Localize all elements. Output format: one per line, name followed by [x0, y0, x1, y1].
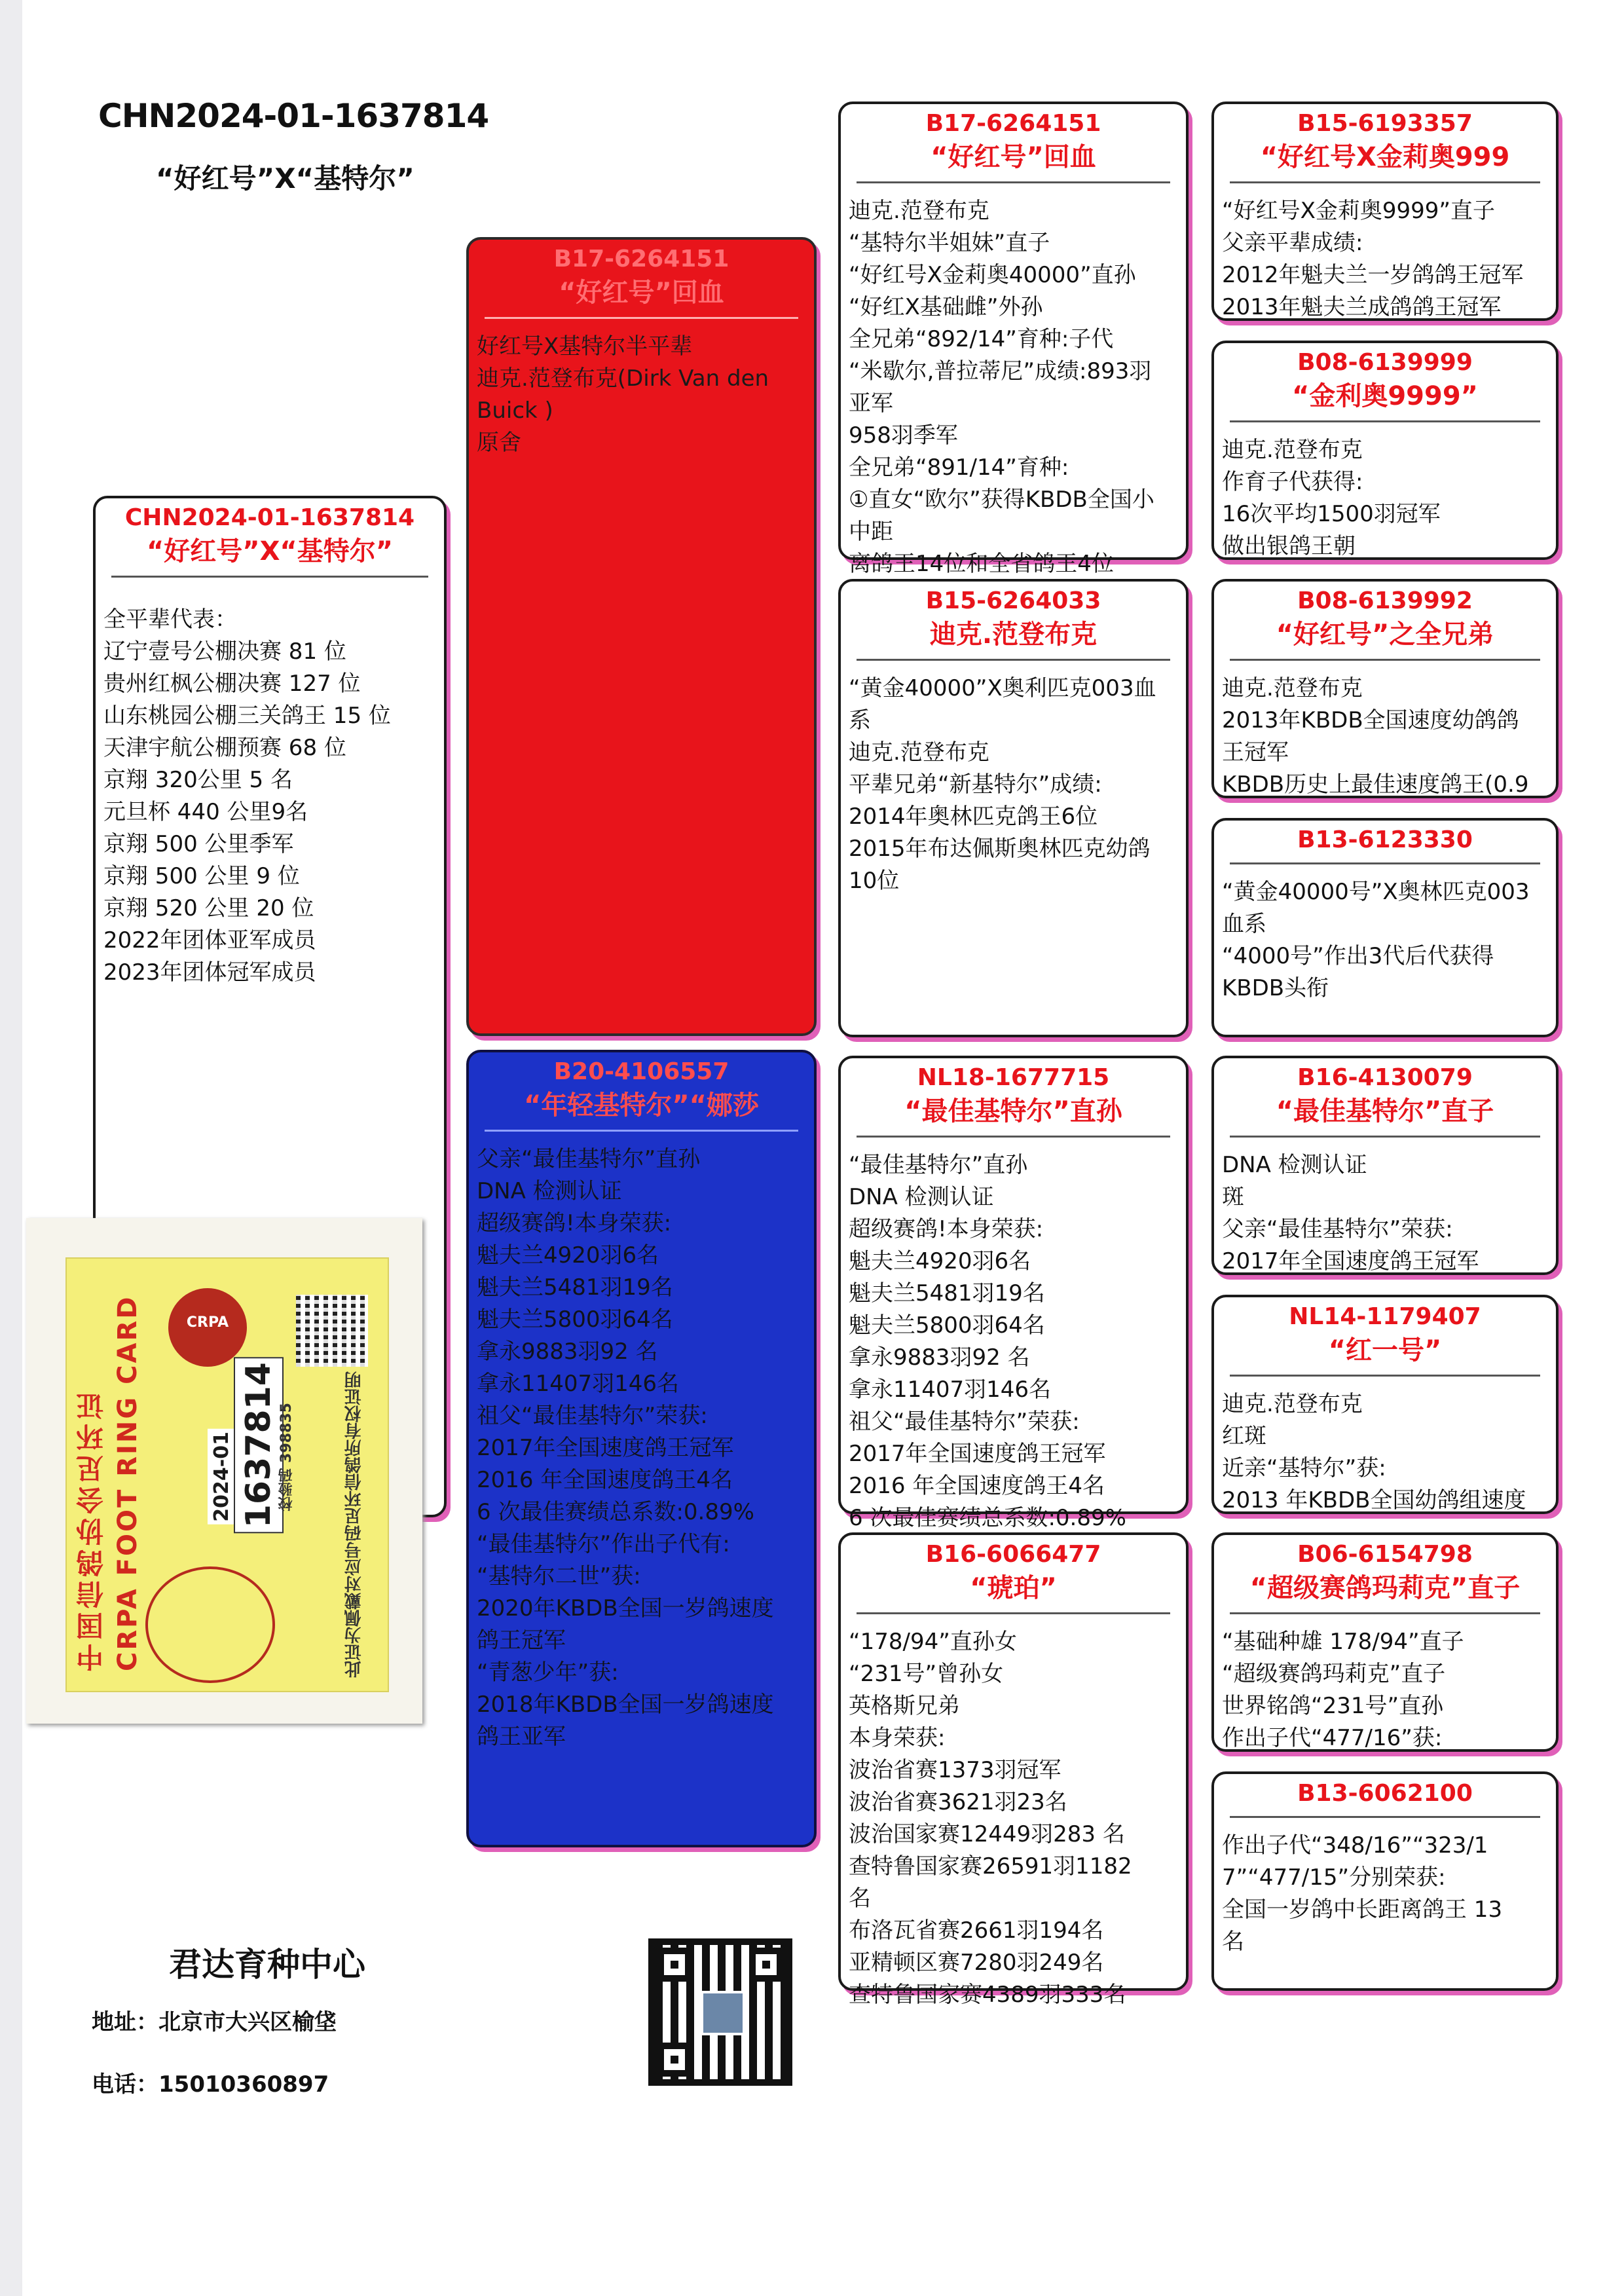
divider [857, 181, 1170, 183]
pedigree-line: 亚军 [849, 390, 893, 417]
logo-text: CRPA [186, 1314, 229, 1331]
ggp4-reg: B13-6123330 [1297, 826, 1473, 853]
pedigree-line: 斑 [1222, 1184, 1244, 1210]
pedigree-line: 父亲平辈成绩: [1222, 230, 1363, 256]
subject-lines [96, 604, 444, 989]
pedigree-line: 天津宇航公棚预赛 68 位 [103, 735, 346, 761]
ggp7-lines [1214, 1626, 1556, 1754]
pedigree-line: 辽宁壹号公棚决赛 81 位 [103, 639, 346, 665]
ggp-card-8 [1211, 1771, 1559, 1991]
pedigree-line: 2013年魁夫兰成鸽鸽王冠军 [1222, 294, 1502, 320]
pedigree-line: 王冠军 [1222, 739, 1289, 766]
pedigree-line: 全兄弟“891/14”育种: [849, 454, 1069, 481]
gp1-lines [841, 195, 1186, 580]
gp3-reg: NL18-1677715 [917, 1064, 1110, 1091]
pedigree-line: 全平辈代表： [103, 606, 237, 633]
ggp-card-1 [1211, 102, 1559, 321]
pedigree-line: 16次平均1500羽冠军 [1222, 501, 1441, 527]
pedigree-line: 名 [1222, 1929, 1244, 1955]
ggp7-name: “超级赛鸽玛莉克”直子 [1249, 1573, 1521, 1603]
ggp3-lines [1214, 673, 1556, 801]
pedigree-line: 作育子代获得: [1222, 469, 1363, 495]
pedigree-line: 魁夫兰4920羽6名 [477, 1242, 659, 1268]
gp2-name: 迪克.范登布克 [929, 620, 1098, 650]
ggp5-lines [1214, 1149, 1556, 1278]
pedigree-line: 2018年KBDB全国一岁鸽速度 [477, 1692, 774, 1718]
pedigree-line: 波治省赛3621羽23名 [849, 1789, 1067, 1815]
pedigree-line: Buick ) [477, 398, 553, 424]
dam-card [466, 1050, 817, 1847]
pedigree-line: 全兄弟“892/14”育种:子代 [849, 326, 1114, 352]
ring-check-code: 校验码 398835 [278, 1403, 295, 1511]
divider [1230, 1375, 1540, 1377]
ggp1-name: “好红号X金莉奥999 [1260, 142, 1510, 172]
gp3-name: “最佳基特尔”直孙 [904, 1096, 1122, 1126]
pedigree-line: 作出子代“348/16”“323/1 [1222, 1832, 1488, 1859]
pedigree-line: 迪克.范登布克 [1222, 1391, 1363, 1417]
pedigree-line: 2017年全国速度鸽王冠军 [1222, 1248, 1479, 1274]
pedigree-line: ①直女“欧尔”获得KBDB全国小 [849, 487, 1154, 513]
ggp8-reg: B13-6062100 [1297, 1780, 1473, 1807]
ring-number: 1637814 [234, 1357, 284, 1533]
ggp6-lines [1214, 1388, 1556, 1517]
dam-lines [469, 1143, 814, 1753]
pedigree-line: 2013 年KBDB全国幼鸽组速度 [1222, 1487, 1526, 1513]
gp3-lines [841, 1149, 1186, 1534]
divider [1230, 181, 1540, 183]
gp4-reg: B16-6066477 [925, 1541, 1101, 1568]
pedigree-line: 鸽王亚军 [477, 1724, 566, 1750]
gp2-reg: B15-6264033 [925, 587, 1101, 614]
header-ring-id: CHN2024-01-1637814 [98, 97, 489, 135]
pedigree-line: 6 次最佳赛绩总系数:0.89% [477, 1499, 754, 1525]
grandparent-card-2 [838, 579, 1189, 1037]
pedigree-line: 祖父“最佳基特尔”荣获: [477, 1403, 708, 1429]
pedigree-line: 祖父“最佳基特尔”荣获: [849, 1409, 1080, 1435]
pedigree-line: 2022年团体亚军成员 [103, 927, 316, 954]
pedigree-line: 迪克.范登布克 [1222, 437, 1363, 463]
divider [857, 659, 1170, 661]
foot-ring-card [26, 1218, 422, 1724]
divider [1230, 1816, 1540, 1818]
ggp2-name: “金利奥9999” [1292, 381, 1478, 411]
pedigree-line: 2016 年全国速度鸽王4名 [849, 1473, 1105, 1499]
ggp-card-6 [1211, 1295, 1559, 1514]
pedigree-line: 查特鲁国家赛26591羽1182 [849, 1853, 1132, 1879]
divider [1230, 659, 1540, 661]
pedigree-line: 京翔 320公里 5 名 [103, 767, 293, 793]
pedigree-line: 鸽王冠军 [477, 1627, 566, 1654]
divider [485, 1130, 798, 1132]
pedigree-line: 元旦杯 440 公里9名 [103, 799, 308, 825]
pedigree-line: “超级赛鸽玛莉克”直子 [1222, 1661, 1446, 1687]
pedigree-line: 魁夫兰4920羽6名 [849, 1248, 1031, 1274]
grandparent-card-4 [838, 1532, 1189, 2008]
pedigree-line: 魁夫兰5800羽64名 [477, 1306, 673, 1333]
gp2-lines [841, 673, 1186, 897]
divider [857, 1612, 1170, 1614]
subject-reg: CHN2024-01-1637814 [124, 504, 415, 531]
divider [857, 1136, 1170, 1138]
ggp-card-4 [1211, 818, 1559, 1037]
ggp3-reg: B08-6139992 [1297, 587, 1473, 614]
pedigree-line: “黄金40000”X奥利匹克003血 [849, 675, 1156, 701]
ggp-card-3 [1211, 579, 1559, 798]
dam-reg: B20-4106557 [553, 1058, 729, 1085]
pedigree-line: 系 [849, 707, 871, 733]
pedigree-line: DNA 检测认证 [849, 1184, 994, 1210]
address: 地址：北京市大兴区榆垡 [92, 2009, 337, 2035]
subject-name: “好红号”X“基特尔” [147, 536, 393, 566]
pedigree-line: “基础种雄 178/94”直子 [1222, 1629, 1464, 1655]
pedigree-line: 拿永11407羽146名 [849, 1377, 1052, 1403]
pedigree-line: 山东桃园公棚三关鸽王 15 位 [103, 703, 391, 729]
pedigree-line: “黄金40000号”X奥林匹克003 [1222, 879, 1530, 905]
ggp2-lines [1214, 434, 1556, 563]
ggp6-reg: NL14-1179407 [1289, 1303, 1481, 1330]
pedigree-line: 平辈兄弟“新基特尔”成绩: [849, 771, 1102, 798]
ggp-card-2 [1211, 341, 1559, 560]
pedigree-line: “4000号”作出3代后代获得 [1222, 943, 1494, 969]
pedigree-line: 离鸽王14位和全省鸽王4位 [849, 551, 1114, 577]
pedigree-line: 亚精顿区赛7280羽249名 [849, 1950, 1104, 1976]
pedigree-line: 做出银鸽王朝 [1222, 533, 1356, 559]
divider [1230, 1136, 1540, 1138]
header-subtitle: “好红号”X“基特尔” [156, 162, 415, 194]
pedigree-line: 原舍 [477, 430, 521, 456]
pedigree-line: 本身荣获: [849, 1725, 946, 1751]
pedigree-line: 名 [849, 1885, 871, 1912]
pedigree-line: “178/94”直孙女 [849, 1629, 1017, 1655]
divider [1230, 1612, 1540, 1614]
center-name: 君达育种中心 [169, 1946, 365, 1984]
pedigree-line: “米歇尔,普拉蒂尼”成绩:893羽 [849, 358, 1152, 384]
pedigree-line: 京翔 500 公里 9 位 [103, 863, 300, 889]
pedigree-line: “好红号X金莉奥40000”直孙 [849, 262, 1136, 288]
ggp-card-5 [1211, 1056, 1559, 1275]
ggp7-reg: B06-6154798 [1297, 1541, 1473, 1568]
dam-name: “年轻基特尔”“娜莎 [524, 1090, 759, 1120]
grandparent-card-3 [838, 1056, 1189, 1531]
pedigree-line: 父亲“最佳基特尔”荣获: [1222, 1216, 1453, 1242]
pedigree-line: 迪克.范登布克(Dirk Van den [477, 365, 769, 392]
pedigree-line: 拿永9883羽92 名 [477, 1339, 658, 1365]
pedigree-line: 好红号X基特尔半平辈 [477, 333, 693, 360]
ring-card-org-en: CRPA FOOT RING CARD [113, 1295, 143, 1671]
pedigree-line: “最佳基特尔”作出子代有: [477, 1531, 730, 1557]
pedigree-line: 近亲“基特尔”获: [1222, 1455, 1386, 1481]
ggp1-lines [1214, 195, 1556, 324]
pedigree-line: 魁夫兰5800羽64名 [849, 1312, 1045, 1339]
pedigree-line: DNA 检测认证 [1222, 1152, 1367, 1178]
gp4-lines [841, 1626, 1186, 2011]
pedigree-line: 拿永9883羽92 名 [849, 1344, 1030, 1371]
pedigree-line: 全国一岁鸽中长距离鸽王 13 [1222, 1897, 1503, 1923]
pedigree-line: 血系 [1222, 911, 1266, 937]
pedigree-line: 魁夫兰5481羽19名 [849, 1280, 1045, 1306]
sire-lines [469, 331, 814, 459]
ggp6-name: “红一号” [1328, 1335, 1442, 1365]
ggp5-name: “最佳基特尔”直子 [1276, 1096, 1494, 1126]
pedigree-line: 958羽季军 [849, 422, 958, 449]
pedigree-line: 红斑 [1222, 1423, 1266, 1449]
pedigree-line: 2017年全国速度鸽王冠军 [477, 1435, 734, 1461]
phone: 电话：15010360897 [92, 2071, 329, 2098]
crpa-logo-icon [168, 1288, 247, 1367]
pedigree-line: 作出子代“477/16”获: [1222, 1725, 1443, 1751]
ring-card-face [65, 1257, 389, 1692]
pedigree-line: 6 次最佳赛绩总系数:0.89% [849, 1505, 1126, 1531]
pedigree-line: 2020年KBDB全国一岁鸽速度 [477, 1595, 774, 1621]
divider [1230, 862, 1540, 864]
ring-card-org-cn: 中国信鸽协会足环证 [75, 1388, 107, 1671]
divider [111, 576, 428, 578]
pedigree-line: 波治省赛1373羽冠军 [849, 1757, 1061, 1783]
pedigree-line: 拿永11407羽146名 [477, 1371, 680, 1397]
pedigree-line: “好红号X金莉奥9999”直子 [1222, 198, 1496, 224]
ring-card-note: 此证为佩戴对应号码足环信鸽所有权证明 [344, 1371, 364, 1678]
pedigree-line: 迪克.范登布克 [849, 198, 989, 224]
pedigree-line: “好红X基础雌”外孙 [849, 294, 1043, 320]
pedigree-line: “青葱少年”获: [477, 1659, 619, 1686]
gp1-reg: B17-6264151 [925, 110, 1101, 137]
pedigree-line: 2015年布达佩斯奥林匹克幼鸽 [849, 836, 1151, 862]
sire-name: “好红号”回血 [559, 278, 724, 308]
ggp3-name: “好红号”之全兄弟 [1276, 620, 1494, 650]
pedigree-line: “基特尔半姐妹”直子 [849, 230, 1050, 256]
pedigree-line: 世界铭鸽“231号”直孙 [1222, 1693, 1444, 1719]
ggp8-lines [1214, 1830, 1556, 1958]
pedigree-line: 贵州红枫公棚决赛 127 位 [103, 671, 361, 697]
ggp4-lines [1214, 876, 1556, 1005]
sire-card [466, 237, 817, 1036]
qr-code-icon [648, 1938, 792, 2086]
pedigree-line: “基特尔二世”获: [477, 1563, 641, 1589]
pedigree-line: 2017年全国速度鸽王冠军 [849, 1441, 1106, 1467]
pedigree-line: “231号”曾孙女 [849, 1661, 1004, 1687]
pedigree-line: 2013年KBDB全国速度幼鸽鸽 [1222, 707, 1519, 733]
pedigree-line: 中距 [849, 519, 893, 545]
pedigree-line: 波治国家赛12449羽283 名 [849, 1821, 1125, 1847]
pedigree-line: “最佳基特尔”直孙 [849, 1152, 1028, 1178]
page-edge [0, 0, 22, 2296]
pedigree-line: 2014年奥林匹克鸽王6位 [849, 804, 1098, 830]
gp1-name: “好红号”回血 [931, 142, 1096, 172]
pedigree-line: 京翔 500 公里季军 [103, 831, 294, 857]
pedigree-line: DNA 检测认证 [477, 1178, 622, 1204]
pedigree-line: 迪克.范登布克 [1222, 675, 1363, 701]
pedigree-line: KBDB历史上最佳速度鸽王(0.9 [1222, 771, 1529, 798]
ggp-card-7 [1211, 1532, 1559, 1752]
ggp2-reg: B08-6139999 [1297, 349, 1473, 376]
pedigree-line: 超级赛鸽!本身荣获: [849, 1216, 1044, 1242]
ring-year-code: 2024-01 [208, 1429, 236, 1525]
pedigree-line: 2012年魁夫兰一岁鸽鸽王冠军 [1222, 262, 1524, 288]
pedigree-line: 京翔 520 公里 20 位 [103, 895, 314, 921]
pedigree-line: 超级赛鸽!本身荣获: [477, 1210, 672, 1236]
grandparent-card-1 [838, 102, 1189, 577]
pedigree-line: 2023年团体冠军成员 [103, 959, 316, 986]
pedigree-line: 7”“477/15”分别荣获: [1222, 1864, 1446, 1891]
pedigree-line: 2016 年全国速度鸽王4名 [477, 1467, 733, 1493]
ggp5-reg: B16-4130079 [1297, 1064, 1473, 1091]
pedigree-line: 10位 [849, 868, 900, 894]
pedigree-line: 查特鲁国家赛4389羽333名 [849, 1982, 1126, 2008]
pedigree-line: 英格斯兄弟 [849, 1693, 960, 1719]
divider [485, 317, 798, 319]
ggp1-reg: B15-6193357 [1297, 110, 1473, 137]
globe-icon [145, 1566, 275, 1683]
pedigree-line: 魁夫兰5481羽19名 [477, 1274, 673, 1301]
gp4-name: “琥珀” [970, 1573, 1057, 1603]
pedigree-line: 布洛瓦省赛2661羽194名 [849, 1917, 1104, 1944]
sire-reg: B17-6264151 [553, 246, 729, 272]
pedigree-line: KBDB头衔 [1222, 975, 1329, 1001]
pedigree-line: 父亲“最佳基特尔”直孙 [477, 1146, 701, 1172]
pedigree-line: 迪克.范登布克 [849, 739, 989, 766]
divider [1230, 420, 1540, 422]
